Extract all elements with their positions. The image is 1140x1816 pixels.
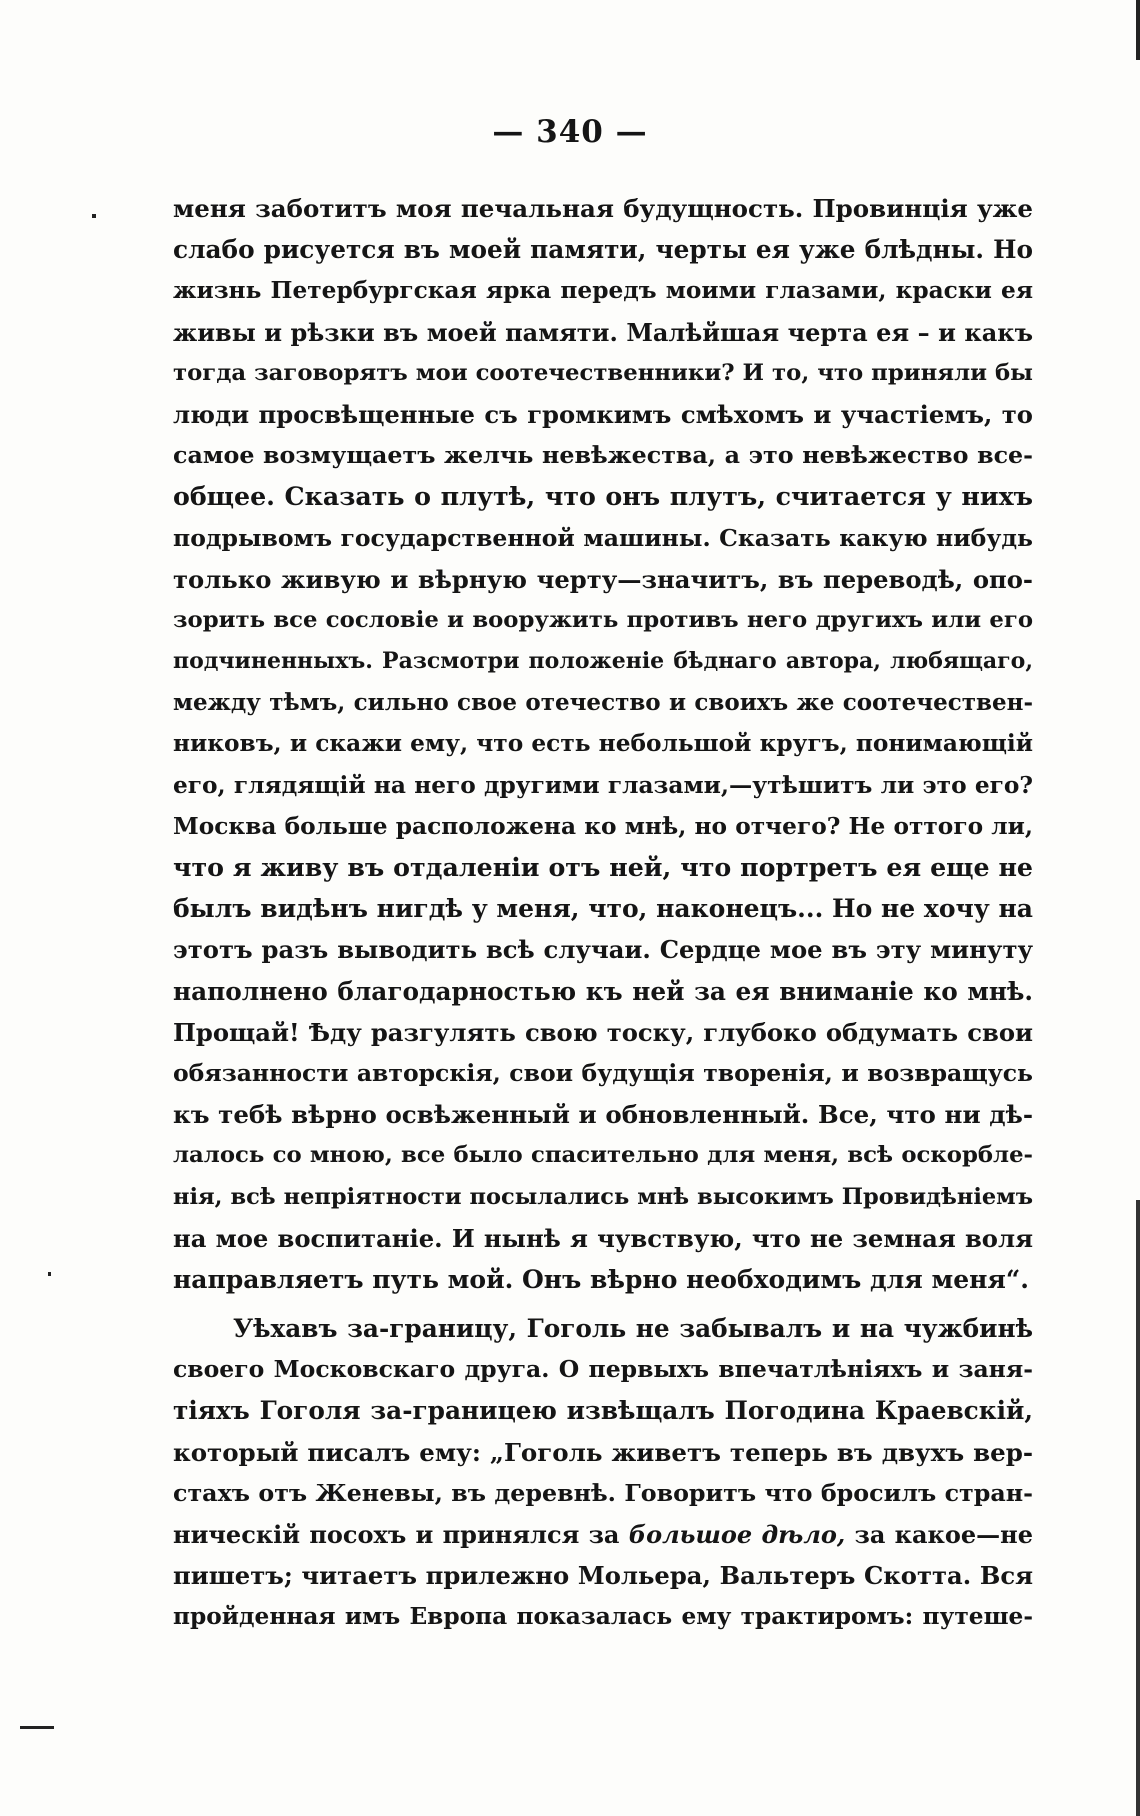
text-line: Прощай! Ѣду разгулять свою тоску, глубоко обдумать свои — [173, 1017, 1033, 1047]
scan-line-mark — [20, 1726, 54, 1729]
text-line: этотъ разъ выводить всѣ случаи. Сердце мое въ эту минуту — [173, 935, 1033, 965]
text-line: своего Московскаго друга. О первыхъ впечатлѣніяхъ и заня- — [173, 1355, 1033, 1384]
text-line: пишетъ; читаетъ прилежно Мольера, Вальтеръ Скотта. Вся — [173, 1561, 1033, 1591]
text-line: тіяхъ Гоголя за-границею извѣщалъ Погодина Краевскій, — [173, 1396, 1033, 1426]
text-line: пройденная имъ Европа показалась ему трактиромъ: путеше- — [173, 1603, 1033, 1631]
text-line: тогда заговорятъ мои соотечественники? И то, что приняли бы — [173, 359, 1033, 386]
text-line: только живую и вѣрную черту—значитъ, въ переводѣ, опо- — [173, 564, 1033, 594]
text-line: общее. Сказать о плутѣ, что онъ плутъ, считается у нихъ — [173, 481, 1033, 512]
paragraph-1 — [173, 188, 1033, 1300]
text-line: стахъ отъ Женевы, въ деревнѣ. Говоритъ что бросилъ стран- — [173, 1478, 1033, 1507]
text-line: наполнено благодарностью къ ней за ея вниманіе ко мнѣ. — [173, 976, 1033, 1006]
text-fragment: ническій посохъ и принялся за — [173, 1520, 629, 1549]
text-line: подчиненныхъ. Разсмотри положеніе бѣднаго автора, любящаго, — [173, 648, 1033, 675]
text-line: слабо рисуется въ моей памяти, черты ея уже блѣдны. Но — [173, 235, 1033, 265]
italic-phrase: большое дѣло, — [628, 1520, 846, 1549]
text-line: лалось со мною, все было спасительно для меня, всѣ оскорбле- — [173, 1142, 1033, 1169]
scan-edge-shadow — [1136, 0, 1140, 1816]
text-line: никовъ, и скажи ему, что есть небольшой кругъ, понимающій — [173, 730, 1033, 758]
text-line: который писалъ ему: „Гоголь живетъ теперь въ двухъ вер- — [173, 1437, 1033, 1467]
text-line: зорить все сословіе и вооружить противъ него другихъ или его — [173, 606, 1033, 633]
body-text — [173, 188, 1033, 1638]
text-fragment: за какое—не — [845, 1520, 1033, 1549]
text-line: живы и рѣзки въ моей памяти. Малѣйшая черта ея – и какъ — [173, 317, 1033, 347]
text-line: былъ видѣнъ нигдѣ у меня, что, наконецъ... Но не хочу на — [173, 894, 1033, 924]
scan-speck — [48, 1272, 51, 1276]
text-line: между тѣмъ, сильно свое отечество и своихъ же соотечествен- — [173, 689, 1033, 717]
text-line: меня заботитъ моя печальная будущность. Провинція уже — [173, 194, 1033, 223]
page-number: — 340 — — [492, 114, 648, 150]
paragraph-2 — [173, 1308, 1033, 1638]
text-line-with-italic — [173, 1514, 1033, 1555]
text-line: что я живу въ отдаленіи отъ ней, что портретъ ея еще не — [173, 852, 1033, 882]
text-line: люди просвѣщенные съ громкимъ смѣхомъ и участіемъ, то — [173, 399, 1033, 429]
text-line: на мое воспитаніе. И нынѣ я чувствую, что не земная воля — [173, 1223, 1033, 1253]
text-line: Москва больше расположена ко мнѣ, но отчего? Не оттого ли, — [173, 812, 1033, 840]
text-line: обязанности авторскія, свои будущія творенія, и возвращусь — [173, 1058, 1033, 1087]
text-line: его, глядящій на него другими глазами,—утѣшитъ ли это его? — [173, 771, 1033, 799]
text-line: самое возмущаетъ желчь невѣжества, а это невѣжество все- — [173, 441, 1033, 470]
text-line: Уѣхавъ за-границу, Гоголь не забывалъ и на чужбинѣ — [233, 1314, 1033, 1344]
text-line: къ тебѣ вѣрно освѣженный и обновленный. Все, что ни дѣ- — [173, 1100, 1033, 1130]
scan-speck — [92, 214, 96, 218]
text-line: направляетъ путь мой. Онъ вѣрно необходимъ для меня“. — [173, 1264, 1029, 1294]
text-line: нія, всѣ непріятности посылались мнѣ высокимъ Провидѣніемъ — [173, 1183, 1033, 1210]
text-line: подрывомъ государственной машины. Сказать какую нибудь — [173, 523, 1033, 552]
text-line: жизнь Петербургская ярка передъ моими глазами, краски ея — [173, 277, 1033, 305]
